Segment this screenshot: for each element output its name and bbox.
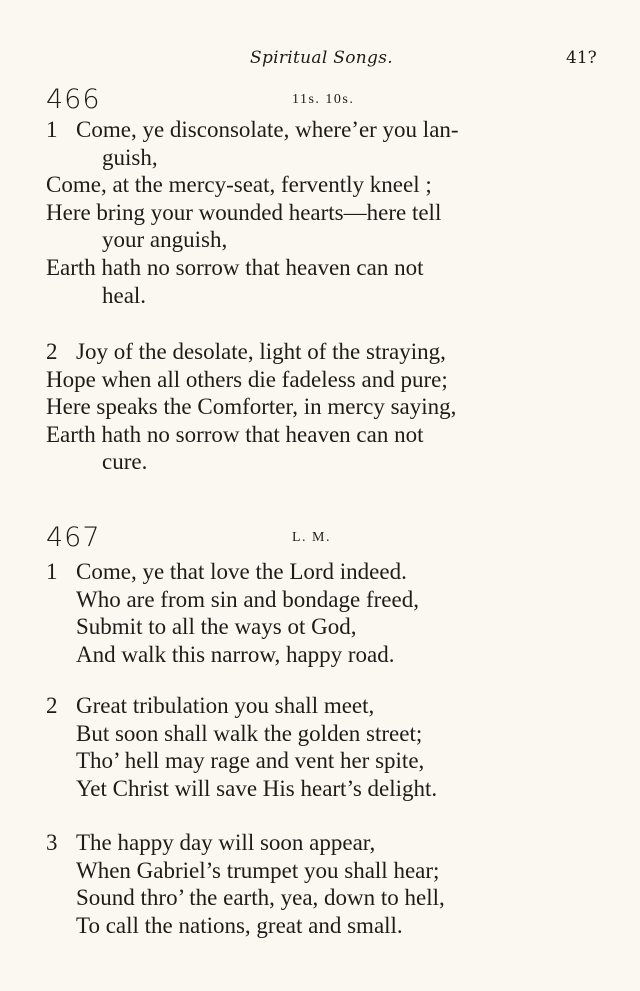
verse-line-text: Come, ye disconsolate, where’er you lan- [76,117,459,142]
verse-line [0,775,640,803]
hymn-number: 466 [46,84,101,115]
verse-line-text: Earth hath no sorrow that heaven can not [46,254,424,280]
hymn-number: 467 [46,522,101,553]
verse-line [0,226,640,254]
hymn-466-verse-1 [0,116,640,309]
verse-line [0,613,640,641]
verse-line-text: When Gabriel’s trumpet you shall hear; [76,857,440,883]
verse-line-text: Tho’ hell may rage and vent her spite, [76,748,425,774]
verse-line-text: heal. [102,282,147,308]
verse-line-text: Come, at the mercy-seat, fervently kneel ; [46,172,432,198]
verse-line-text: To call the nations, great and small. [76,912,403,938]
verse-line [0,366,640,394]
hymn-467-verse-3 [0,829,640,939]
hymn-meter: 11s. 10s. [292,92,355,107]
verse-line [0,421,640,449]
verse-line-text: And walk this narrow, happy road. [76,641,395,667]
verse-number: 1 [46,117,58,142]
verse-line-text: your anguish, [102,227,228,253]
verse-line-text: Who are from sin and bondage freed, [76,586,419,612]
verse-line [0,747,640,775]
page-number: 41? [566,48,597,68]
verse-line [0,448,640,476]
running-head [0,48,640,72]
verse-line [0,829,640,857]
verse-line-text: Great tribulation you shall meet, [76,693,375,718]
verse-line [0,171,640,199]
hymn-467-verse-1 [0,558,640,668]
running-title: Spiritual Songs. [250,48,393,68]
verse-line-text: But soon shall walk the golden street; [76,720,423,746]
verse-line [0,720,640,748]
verse-line [0,393,640,421]
verse-line [0,586,640,614]
verse-line [0,884,640,912]
verse-line [0,641,640,669]
verse-number: 1 [46,559,58,584]
verse-line [0,144,640,172]
verse-line-text: Here bring your wounded hearts—here tell [46,199,442,225]
verse-line-text: Joy of the desolate, light of the straying, [76,339,446,364]
verse-number: 3 [46,830,58,855]
verse-line-text: Come, ye that love the Lord indeed. [76,559,407,584]
hymn-meter: L. M. [292,530,331,545]
verse-line [0,282,640,310]
verse-line [0,199,640,227]
verse-line-text: guish, [102,144,158,170]
verse-line-text: Earth hath no sorrow that heaven can not [46,421,424,447]
verse-line [0,254,640,282]
verse-line [0,912,640,940]
verse-line-text: Here speaks the Comforter, in mercy saying, [46,394,457,420]
verse-line-text: Hope when all others die fadeless and pure; [46,366,448,392]
verse-number: 2 [46,693,58,718]
verse-line-text: Submit to all the ways ot God, [76,614,357,640]
verse-line [0,692,640,720]
verse-line [0,857,640,885]
verse-line [0,558,640,586]
verse-line-text: Yet Christ will save His heart’s delight. [76,775,438,801]
verse-line-text: Sound thro’ the earth, yea, down to hell, [76,885,445,911]
hymn-467-heading [0,522,640,562]
hymn-467-verse-2 [0,692,640,802]
verse-line [0,338,640,366]
hymn-466-verse-2 [0,338,640,476]
verse-number: 2 [46,339,58,364]
verse-line-text: The happy day will soon appear, [76,830,376,855]
verse-line-text: cure. [102,449,148,475]
verse-line [0,116,640,144]
